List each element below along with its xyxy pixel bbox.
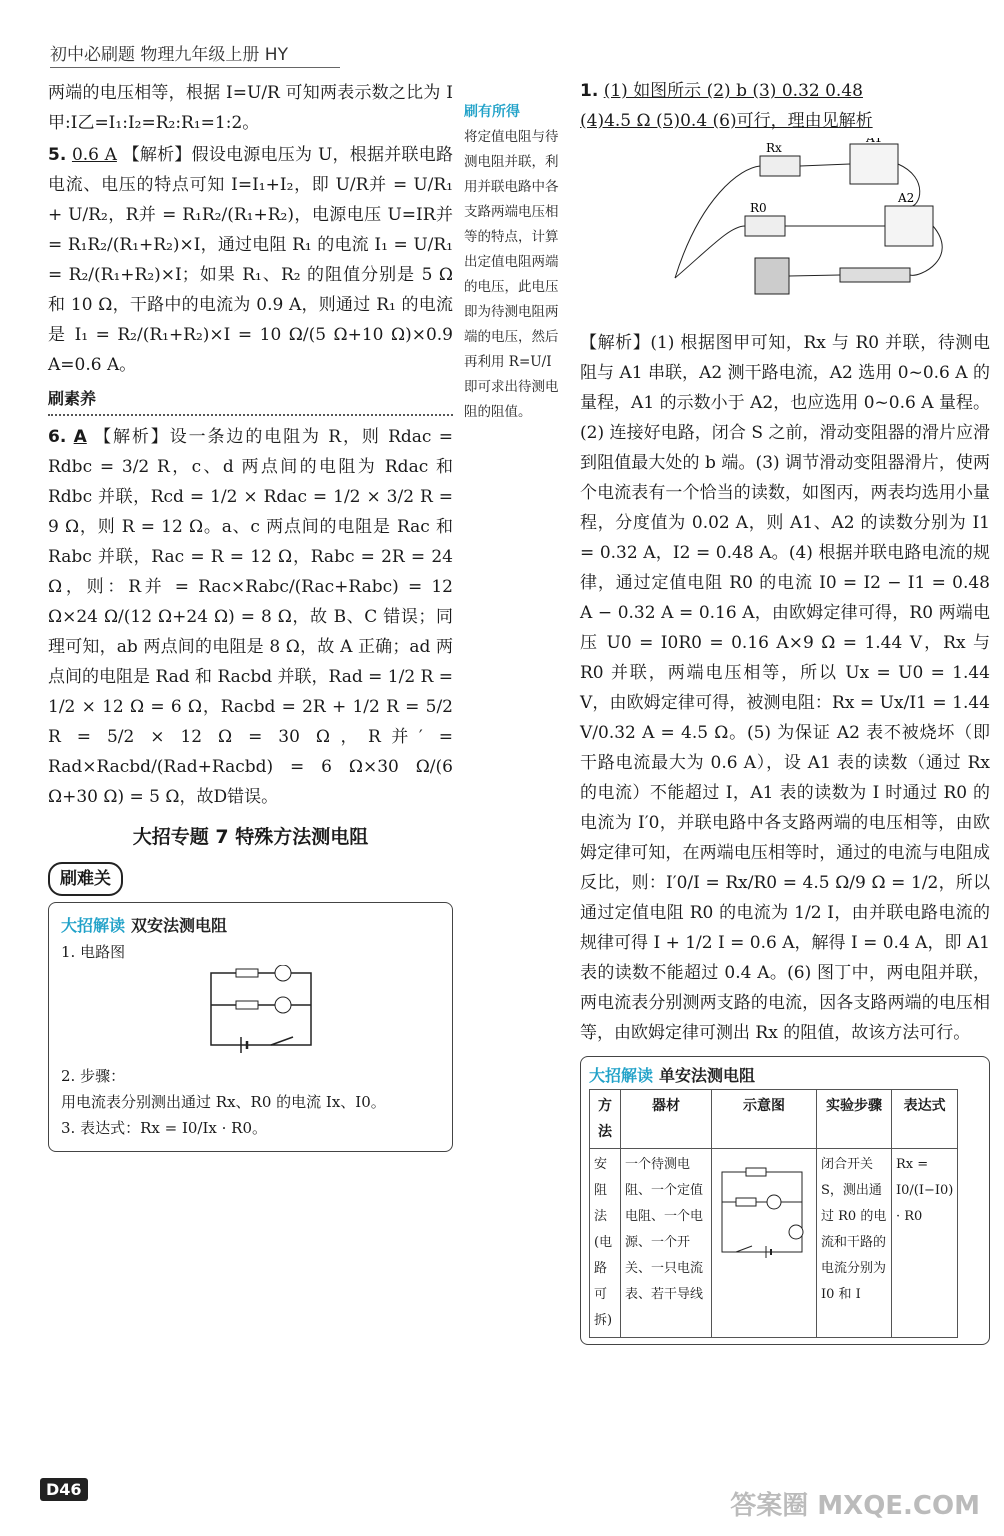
cell-expression: Rx = I0/(I−I0) · R0 [892,1149,958,1338]
q5-analysis: 【解析】假设电源电压为 U，根据并联电路电流、电压的特点可知 I=I₁+I₂，即 U/R并 = U/R₁ + U/R₂，R并 = R₁R₂/(R₁+R₂)，电源电压 U=IR并 = R₁R₂/(R₁+R₂)×I，通过电阻 R₁ 的电流 I₁ = U/R₁ = R₂/(R₁+R₂)×I；如果 R₁、R₂ 的阻值分别是 5 Ω 和 10 Ω，干路中的电流为 0.9 A，则通过 R₁ 的电流是 I₁ = R₂/(R₁+R₂)×I = 10 Ω/(5 Ω+10 Ω)×0.9 A=0.6 A。 [48,145,454,375]
question-5 [48,140,453,380]
question-1 [580,76,990,136]
right-column [580,76,990,1345]
q6-answer: A [73,427,87,447]
fig-label-a1: A1 [866,138,883,145]
single-ammeter-circuit [716,1152,810,1262]
paragraph-intro: 两端的电压相等，根据 I=U/R 可知两表示数之比为 I甲:I乙=I₁:I₂=R₂:R₁=1:2。 [48,83,453,133]
q5-number: 5. [48,145,67,165]
cell-equipment: 一个待测电阻、一个定值电阻、一个电源、一个开关、一只电流表、若干导线 [621,1149,712,1338]
fig-label-r0: R0 [750,201,767,215]
q1-analysis: 【解析】(1) 根据图甲可知，Rx 与 R0 并联，待测电阻与 A1 串联，A2 测干路电流，A2 选用 0~0.6 A 的量程，A1 的示数小于 A2，也应选用 0~0.6 A 量程。(2) 连接好电路，闭合 S 之前，滑动变阻器的滑片应滑到阻值最大处的 b 端。(3) 调节滑动变阻器滑片，使两个电流表有一个恰当的读数，如图丙，两表均选用小量程，分度值为 0.02 A，则 A1、A2 的读数分别为 I1 = 0.32 A，I2 = 0.48 A。(4) 根据并联电路电流的规律，通过定值电阻 R0 的电流 I0 = I2 − I1 = 0.48 A − 0.32 A = 0.16 A，由欧姆定律可得，R0 两端电压 U0 = I0R0 = 0.16 A×9 Ω = 1.44 V，Rx 与 R0 并联，两端电压相等，所以 Ux = U0 = 1.44 V，由欧姆定律可得，被测电阻：Rx = Ux/I1 = 1.44 V/0.32 A = 4.5 Ω。(5) 为保证 A2 表不被烧坏（即干路电流最大为 0.6 A），设 A1 表的读数（通过 Rx 的电流）不能超过 I，A1 表的读数为 I 时通过 R0 的电流为 I′0，并联电路中各支路两端的电压相等，由欧姆定律可知，在两端电压相等时，通过的电流与电阻成反比，则：I′0/I = Rx/R0 = 4.5 Ω/9 Ω = 1/2，所以通过定值电阻 R0 的电流为 1/2 I，由并联电路电流的规律可得 I + 1/2 I = 0.6 A，解得 I = 0.4 A，即 A1 表的读数不能超过 0.4 A。(6) 图丁中，两电阻并联，两电流表分别测两支路的电流，因各支路两端的电压相等，由欧姆定律可测出 Rx 的阻值，故该方法可行。 [580,333,990,1043]
box-title-right: 大招解读 [589,1066,654,1085]
difficulty-badge: 刷难关 [48,862,123,896]
left-column [48,78,453,1152]
question-6 [48,422,453,812]
box-subtitle: 双安法测电阻 [131,916,228,935]
page-number: D46 [40,1478,88,1501]
table-header: 实验步骤 [817,1090,892,1149]
q6-analysis: 【解析】设一条边的电阻为 R，则 Rdac = Rdbc = 3/2 R，c、d 两点间的电阻为 Rdac 和 Rdbc 并联，Rcd = 1/2 × Rdac = 1/2 × 3/2 R = 9 Ω，则 R = 12 Ω。a、c 两点间的电阻是 Rac 和 Rabc 并联，Rac = R = 12 Ω，Rabc = 2R = 24 Ω，则：R并 = Rac×Rabc/(Rac+Rabc) = 12 Ω×24 Ω/(12 Ω+24 Ω) = 8 Ω，故 B、C 错误；同理可知，ab 两点间的电阻是 8 Ω，故 A 正确；ad 两点间的电阻是 Rad 和 Racbd 并联，Rad = 1/2 R = 1/2 × 12 Ω = 6 Ω，Racbd = 2R + 1/2 R = 5/2 R = 5/2 × 12 Ω = 30 Ω，R并′ = Rad×Racbd/(Rad+Racbd) = 6 Ω×30 Ω/(6 Ω+30 Ω) = 5 Ω，故D错误。 [48,427,453,807]
q6-number: 6. [48,427,67,447]
badge-row [48,862,453,896]
fig-label-a2: A2 [898,191,915,205]
q1-number: 1. [580,81,599,101]
cell-method: 安阻法(电路可拆) [590,1149,621,1338]
method-box-double-ammeter [48,902,453,1152]
topic-title: 大招专题 7 特殊方法测电阻 [132,826,369,848]
step-2-text: 用电流表分别测出通过 Rx、R0 的电流 Ix、I0。 [61,1093,386,1111]
q5-answer: 0.6 A [71,145,117,165]
fig-label-rx: Rx [766,141,782,155]
table-header: 示意图 [712,1090,817,1149]
box-heading [61,913,440,939]
step-1: 1. 电路图 [61,943,126,961]
side-note [464,100,568,425]
step-2: 2. 步骤： [61,1067,126,1085]
side-note-heading: 刷有所得 [464,104,520,120]
cell-steps: 闭合开关 S，测出通过 R0 的电流和干路的电流分别为 I0 和 I [817,1149,892,1338]
table-header: 表达式 [892,1090,958,1149]
section-label: 刷素养 [48,384,453,416]
side-note-text: 将定值电阻与待测电阻并联，利用并联电路中各支路两端电压相等的特点，计算出定值电阻两端的电压，此电压即为待测电阻两端的电压，然后再利用 R=U/I 即可求出待测电阻的阻值。 [464,129,559,420]
method-table [589,1089,958,1338]
box-subtitle-right: 单安法测电阻 [659,1066,756,1085]
step-3: 3. 表达式：Rx = I0/Ix · R0。 [61,1119,267,1137]
table-header: 器材 [621,1090,712,1149]
running-header: 初中必刷题 物理九年级上册 HY [50,40,340,68]
apparatus-figure [580,138,990,318]
table-row [590,1149,958,1338]
box-title: 大招解读 [61,916,126,935]
cell-diagram [712,1149,817,1338]
method-box-single-ammeter [580,1056,990,1345]
table-header: 方法 [590,1090,621,1149]
q1-answer-line1: (1) 如图所示 (2) b (3) 0.32 0.48 [603,81,863,101]
watermark: 答案圈 MXQE.COM [730,1491,980,1521]
q1-answer-line2: (4)4.5 Ω (5)0.4 (6)可行，理由见解析 [580,111,873,131]
circuit-diagram [61,965,441,1055]
box-heading-right [589,1063,981,1089]
